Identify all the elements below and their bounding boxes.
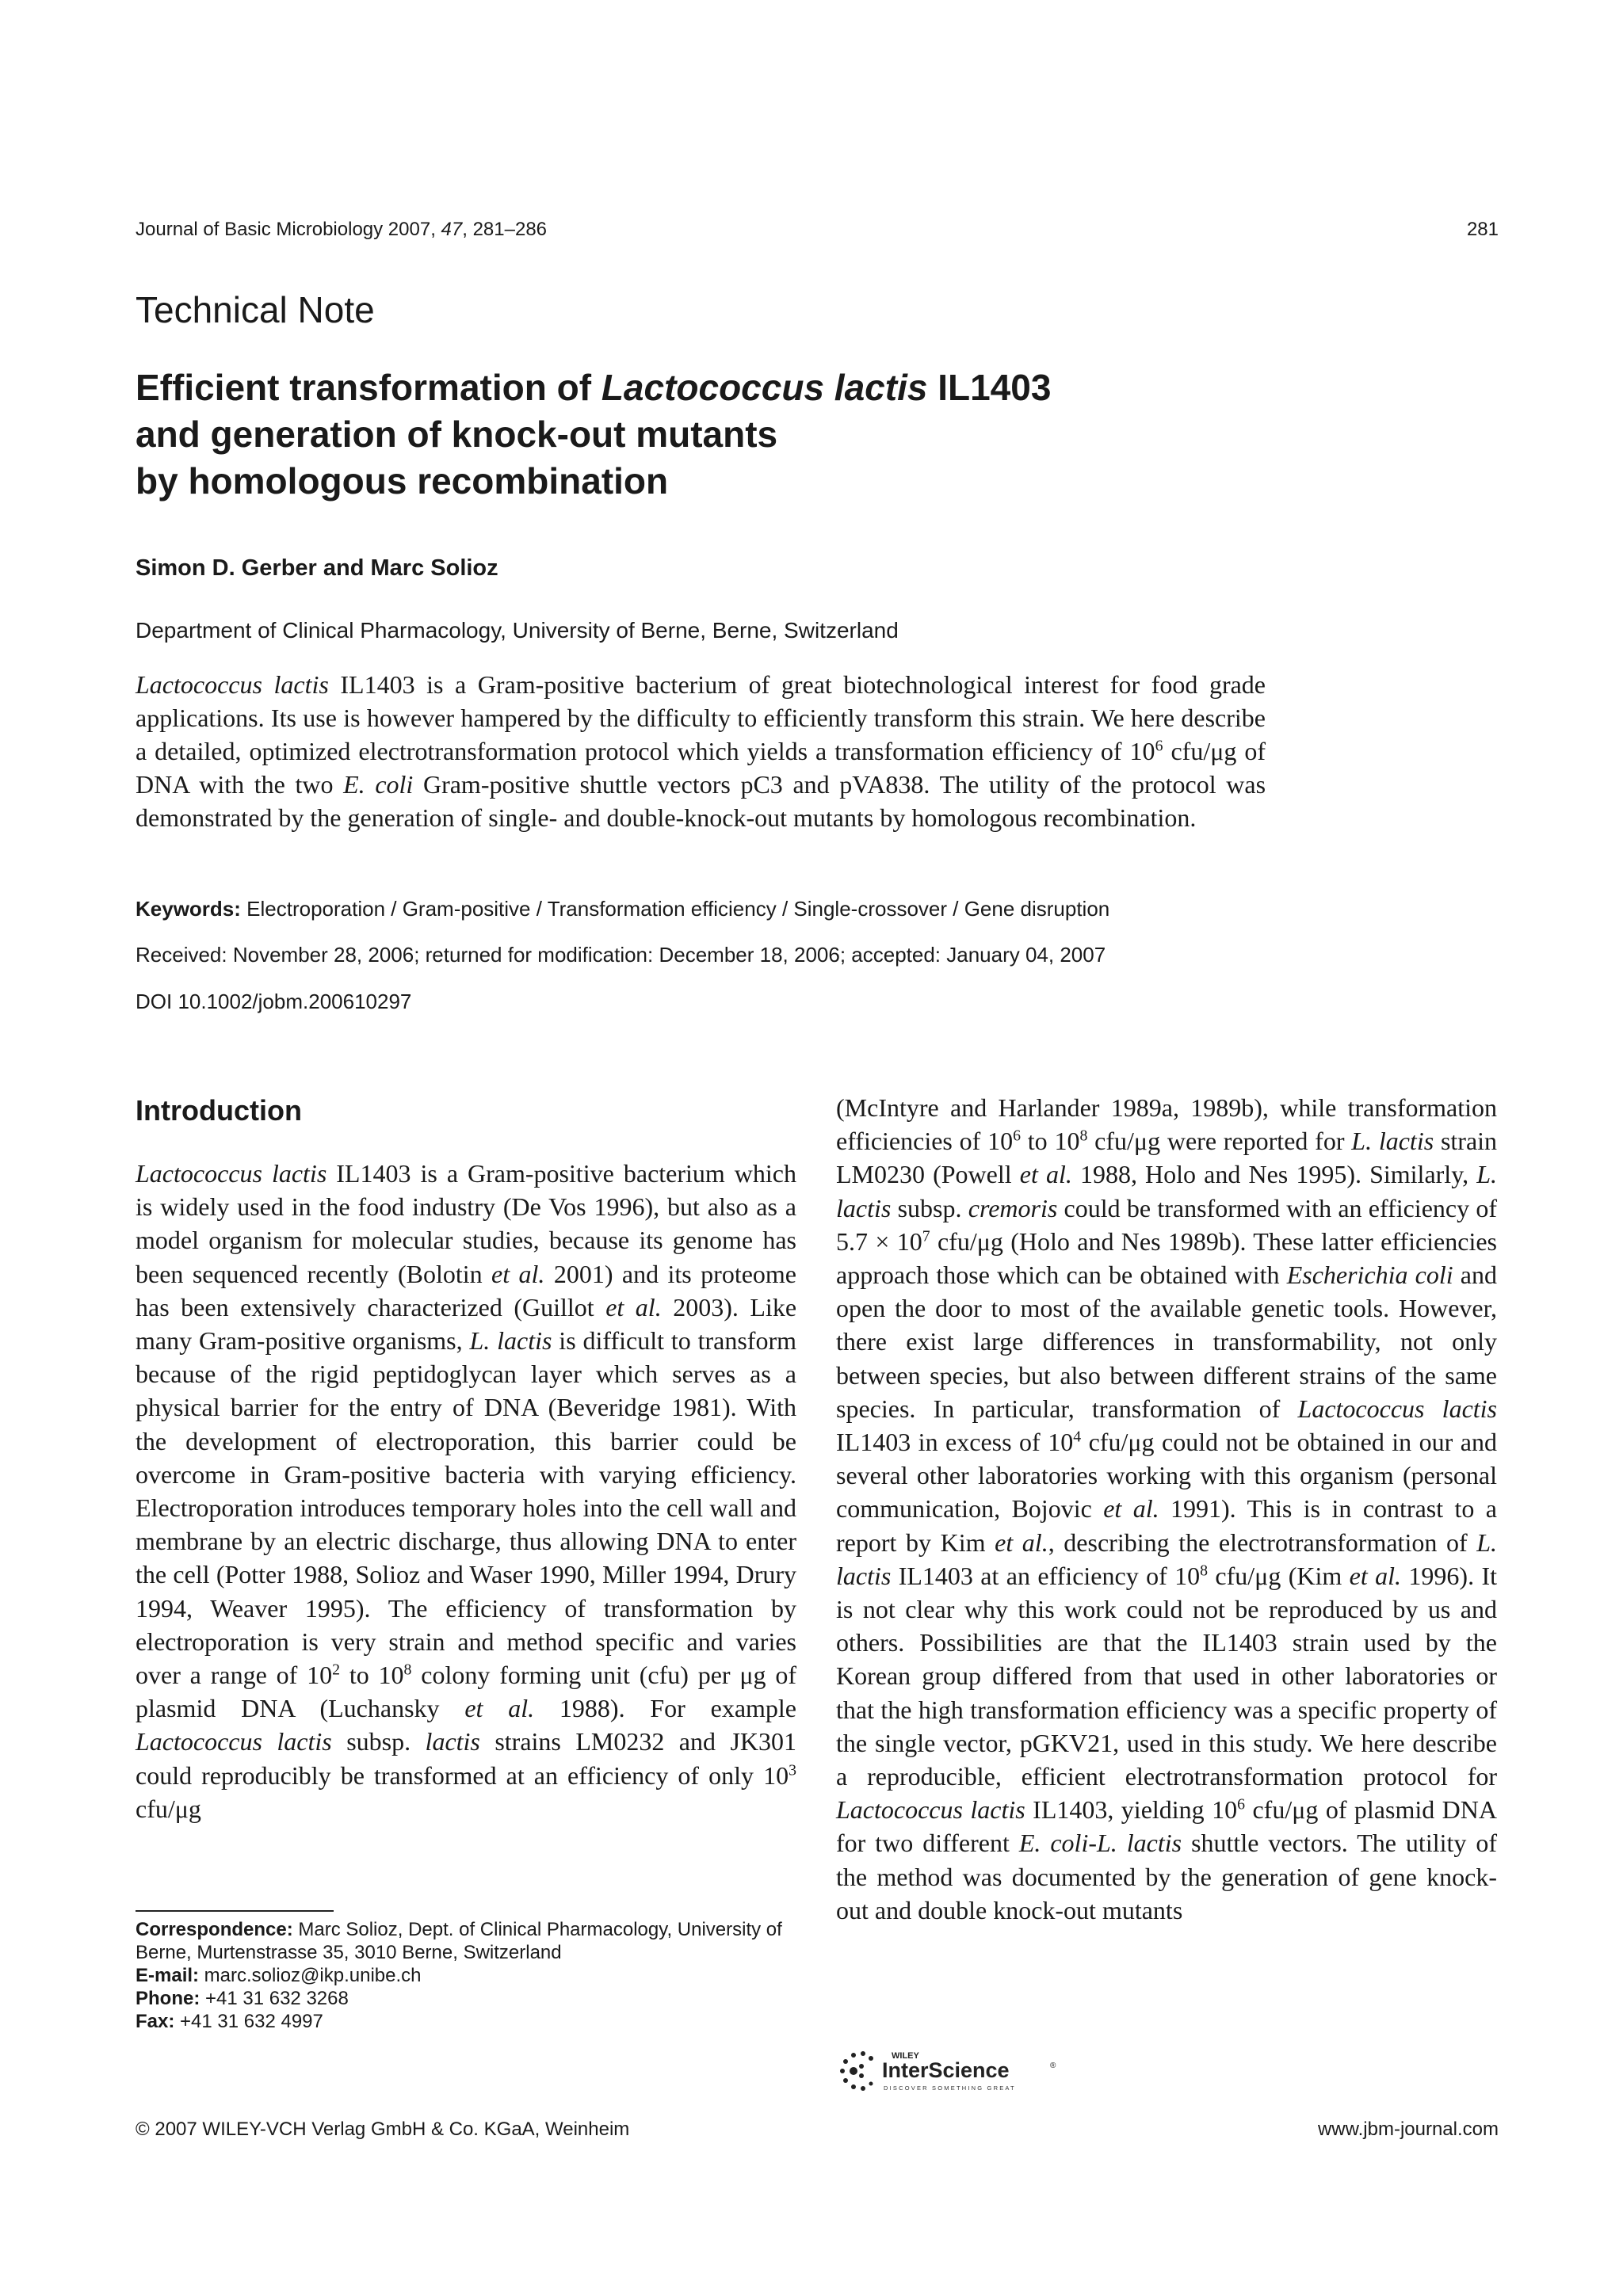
wiley-wordmark: WILEY: [892, 2051, 919, 2061]
correspondence-footnote: [136, 1918, 796, 2033]
abstract: Lactococcus lactis IL1403 is a Gram-positive bacterium of great biotechnological interest for food grade applications. Its use is however hampered by the difficulty to efficiently transform this strain. We here describe a detailed, optimized electrotransformation protocol which yields a transformation efficiency of $10^6$ cfu/μg of DNA with the two E. coli Gram-positive shuttle vectors pC3 and pVA838. The utility of the protocol was demonstrated by the generation of single- and double-knock-out mutants by homologous recombination.: [136, 670, 1266, 832]
journal-url[interactable]: www.jbm-journal.com: [1317, 2119, 1499, 2140]
received-dates: Received: November 28, 2006; returned for modification: December 18, 2006; accepted: January 04, 2007: [136, 943, 1106, 967]
page-number: 281: [1466, 219, 1499, 240]
running-header: [136, 219, 1499, 241]
interscience-wordmark: InterScience: [882, 2058, 1010, 2082]
interscience-logo: [836, 2047, 1074, 2095]
affiliation: Department of Clinical Pharmacology, University of Berne, Berne, Switzerland: [136, 618, 899, 643]
registered-mark: ®: [1050, 2061, 1056, 2070]
section-type: Technical Note: [136, 289, 375, 330]
correspondence-email: E-mail: marc.solioz@ikp.unibe.ch: [136, 1965, 422, 1986]
correspondence-fax: Fax: +41 31 632 4997: [136, 2011, 323, 2032]
interscience-swirl-icon: [840, 2051, 873, 2091]
keywords: Keywords: Electroporation / Gram-positive / Transformation efficiency / Single-crossover / Gene disruption: [136, 897, 1110, 921]
article-title: Efficient transformation of Lactococcus lactis IL1403 and generation of knock-out mutants by homologous recombination: [136, 367, 1052, 502]
intro-column-right: (McIntyre and Harlander 1989a, 1989b), while transformation efficiencies of $10^6$ to $10^8$ cfu/μg were reported for L. lactis strain LM0230 (Powell et al. 1988, Holo and Nes 1995). Similarly, L. lactis subsp. cremoris could be transformed with an efficiency of $5.7 \times 10^7$ cfu/μg (Holo and Nes 1989b). These latter efficiencies approach those which can be obtained with Escherichia coli and open the door to most of the available genetic tools. However, there exist large differences in transformability, not only between species, but also between different strains of the same species. In particular, transformation of Lactococcus lactis IL1403 in excess of $10^4$ cfu/μg could not be obtained in our and several other laboratories working with this organism (personal communication, Bojovic et al. 1991). This is in contrast to a report by Kim et al., describing the electrotransformation of L. lactis IL1403 at an efficiency of $10^8$ cfu/μg (Kim et al. 1996). It is not clear why this work could not be reproduced by us and others. Possibilities are that the IL1403 strain used by the Korean group differed from that used in other laboratories or that the high transformation efficiency was a specific property of the single vector, pGKV21, used in this study. We here describe a reproducible, efficient electrotransformation protocol for Lactococcus lactis IL1403, yielding $10^6$ cfu/μg of plasmid DNA for two different E. coli-L. lactis shuttle vectors. The utility of the method was documented by the generation of gene knock-out and double knock-out mutants: [836, 1093, 1498, 1924]
interscience-tagline: DISCOVER SOMETHING GREAT: [884, 2084, 1016, 2092]
footnote-divider: [136, 1910, 334, 1912]
journal-citation: Journal of Basic Microbiology 2007, 47, 281–286: [136, 219, 548, 240]
copyright: © 2007 WILEY-VCH Verlag GmbH & Co. KGaA, Weinheim: [136, 2119, 630, 2140]
correspondence-phone: Phone: +41 31 632 3268: [136, 1988, 349, 2009]
intro-column-left: Lactococcus lactis IL1403 is a Gram-positive bacterium which is widely used in the food industry (De Vos 1996), but also as a model organism for molecular studies, because its genome has been sequenced recently (Bolotin et al. 2001) and its proteome has been extensively characterized (Guillot et al. 2003). Like many Gram-positive organisms, L. lactis is difficult to transform because of the rigid peptidoglycan layer which serves as a physical barrier for the entry of DNA (Beveridge 1981). With the development of electroporation, this barrier could be overcome in Gram-positive bacteria with varying efficiency. Electroporation introduces temporary holes into the cell wall and membrane by an electric discharge, thus allowing DNA to enter the cell (Potter 1988, Solioz and Waser 1990, Miller 1994, Drury 1994, Weaver 1995). The efficiency of transformation by electroporation is very strain and method specific and varies over a range of $10^2$ to $10^8$ colony forming unit (cfu) per μg of plasmid DNA (Luchansky et al. 1988). For example Lactococcus lactis subsp. lactis strains LM0232 and JK301 could reproducibly be transformed at an efficiency of only $10^3$ cfu/μg: [136, 1159, 797, 1823]
authors: Simon D. Gerber and Marc Solioz: [136, 555, 498, 581]
doi: DOI 10.1002/jobm.200610297: [136, 990, 412, 1013]
correspondence-address: Correspondence: Marc Solioz, Dept. of Clinical Pharmacology, University of Berne, Murtenstrasse 35, 3010 Berne, Switzerland: [136, 1919, 782, 1963]
section-heading-introduction: Introduction: [136, 1094, 302, 1127]
page-footer: [136, 2119, 1499, 2141]
